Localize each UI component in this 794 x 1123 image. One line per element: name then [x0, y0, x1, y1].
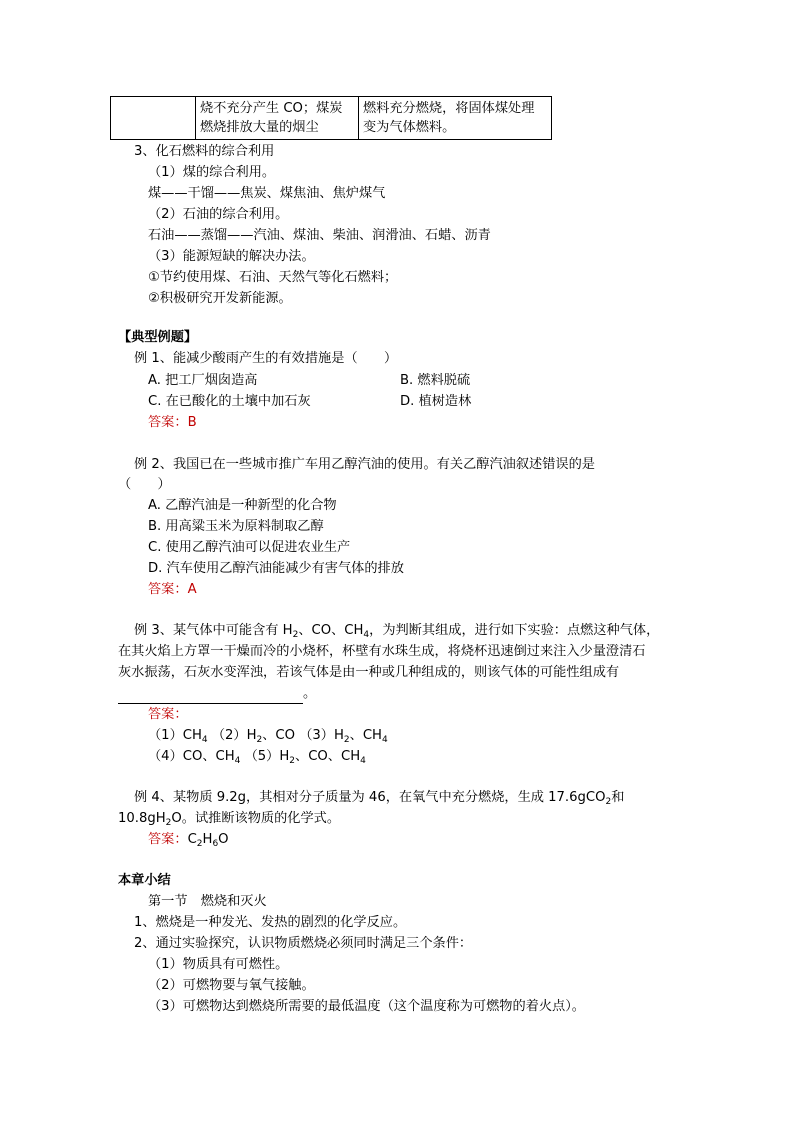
list-item: ②积极研究开发新能源。 — [148, 291, 292, 306]
summary-condition: （1）物质具有可燃性。 — [148, 957, 289, 972]
example-4-question-line: $10.8gH_2O$。试推断该物质的化学式。 — [118, 811, 341, 828]
example-3-answer-label: 答案： — [148, 707, 188, 722]
summary-heading: 本章小结 — [118, 873, 171, 888]
example-4-answer: 答案：$C_2H_6O$ — [148, 832, 229, 849]
example-1-option-b: B. 燃料脱硫 — [400, 373, 471, 388]
comparison-table — [110, 96, 552, 140]
table-cell-problem — [196, 97, 359, 140]
example-1-question: 例 1、能减少酸雨产生的有效措施是（ ） — [134, 351, 398, 366]
fill-blank — [118, 689, 303, 704]
table-cell-line: 燃烧排放大量的烟尘 — [200, 120, 319, 135]
example-3-answer-blank: 。 — [118, 684, 316, 704]
list-item: 煤——干馏——焦炭、煤焦油、焦炉煤气 — [148, 186, 386, 201]
summary-condition: （3）可燃物达到燃烧所需要的最低温度（这个温度称为可燃物的着火点）。 — [148, 999, 585, 1014]
list-item: 石油——蒸馏——汽油、煤油、柴油、润滑油、石蜡、沥青 — [148, 228, 491, 243]
list-item: ①节约使用煤、石油、天然气等化石燃料； — [148, 270, 398, 285]
table-cell-solution — [359, 97, 552, 140]
list-item: （1）煤的综合利用。 — [148, 165, 276, 180]
summary-item: 2、通过实验探究，认识物质燃烧必须同时满足三个条件： — [134, 936, 473, 951]
example-1-option-a: A. 把工厂烟囱造高 — [148, 373, 258, 388]
example-1-option-c: C. 在已酸化的土壤中加石灰 — [148, 394, 311, 409]
table-cell-line: 烧不充分产生 CO；煤炭 — [200, 101, 343, 116]
example-2-option-a: A. 乙醇汽油是一种新型的化合物 — [148, 498, 337, 513]
summary-section-title: 第一节 燃烧和灭火 — [148, 894, 267, 909]
example-1-answer: 答案：B — [148, 415, 197, 430]
examples-heading: 【典型例题】 — [118, 330, 198, 345]
example-2-option-d: D. 汽车使用乙醇汽油能减少有害气体的排放 — [148, 561, 404, 576]
example-2-answer: 答案：A — [148, 582, 197, 597]
example-4-question: 例 4、某物质 9.2g，其相对分子质量为 46，在氧气中充分燃烧，生成 17.6gCO$_2$和 — [134, 790, 625, 807]
example-2-option-b: B. 用高粱玉米为原料制取乙醇 — [148, 519, 324, 534]
example-3-question-line: 灰水振荡，石灰水变浑浊，若该气体是由一种或几种组成的，则该气体的可能性组成有 — [118, 665, 620, 680]
example-3-question: 例 3、某气体中可能含有 $H_2$、CO、$CH_4$，为判断其组成，进行如下实验：点燃这种气体， — [134, 623, 660, 640]
example-2-question-paren: （ ） — [118, 477, 171, 492]
table-row — [111, 97, 552, 140]
summary-item: 1、燃烧是一种发光、发热的剧烈的化学反应。 — [134, 915, 407, 930]
example-2-question: 例 2、我国已在一些城市推广车用乙醇汽油的使用。有关乙醇汽油叙述错误的是 — [134, 457, 595, 472]
list-item: （3）能源短缺的解决办法。 — [148, 249, 315, 264]
example-3-answer-line: $(1)CH_4$ $(2)H_2$、CO $(3)H_2$、$CH_4$ — [148, 728, 388, 745]
list-item: （2）石油的综合利用。 — [148, 207, 289, 222]
summary-condition: （2）可燃物要与氧气接触。 — [148, 978, 315, 993]
section-title: 3、化石燃料的综合利用 — [134, 144, 275, 159]
example-3-answer-line: （4）CO、$CH_4$ $(5)H_2$、CO、$CH_4$ — [148, 749, 366, 766]
example-1-option-d: D. 植树造林 — [400, 394, 472, 409]
example-2-option-c: C. 使用乙醇汽油可以促进农业生产 — [148, 540, 351, 555]
example-3-question-line: 在其火焰上方罩一干燥而冷的小烧杯，杯壁有水珠生成，将烧杯迅速倒过来注入少量澄清石 — [118, 644, 646, 659]
table-cell-empty — [111, 97, 196, 140]
table-cell-line: 变为气体燃料。 — [363, 120, 456, 135]
table-cell-line: 燃料充分燃烧，将固体煤处理 — [363, 101, 535, 116]
